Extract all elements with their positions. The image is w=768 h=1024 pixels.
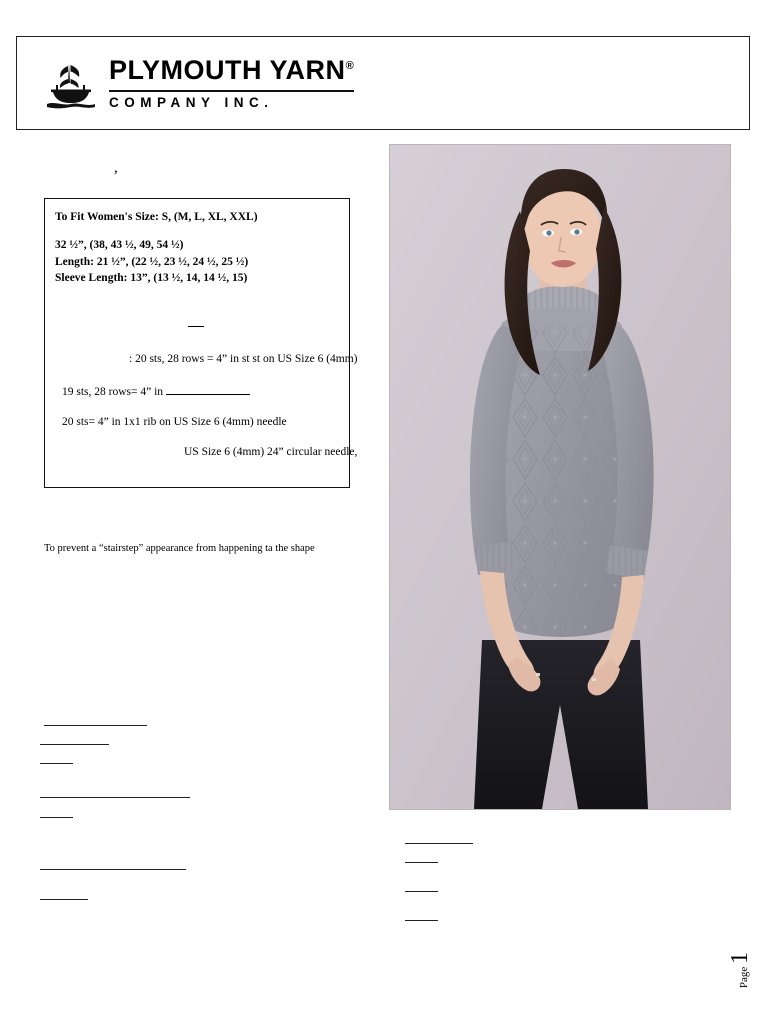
needles-line: US Size 6 (4mm) 24” circular needle, — [184, 446, 358, 458]
sailing-ship-icon — [45, 61, 97, 109]
brand-text-block — [109, 57, 354, 110]
redacted-rule — [40, 899, 88, 900]
stairstep-note: To prevent a “stairstep” appearance from happening ta the shape — [44, 543, 315, 554]
stray-comma-mark: , — [114, 160, 118, 176]
brand-name: PLYMOUTH YARN® — [109, 55, 355, 85]
fit-size-title: To Fit Women's Size: S, (M, L, XL, XXL) — [55, 211, 258, 223]
redacted-rule — [188, 326, 204, 327]
brand-lockup — [45, 57, 354, 110]
size-length-line: Length: 21 ½”, (22 ½, 23 ½, 24 ½, 25 ½) — [55, 255, 249, 268]
gauge-stockinette-line: : 20 sts, 28 rows = 4” in st st on US Size 6 (4mm) — [129, 353, 358, 365]
page-label: Page — [738, 966, 750, 989]
page-number — [727, 952, 754, 988]
redacted-rule — [40, 817, 73, 818]
redacted-rule — [40, 869, 186, 870]
redacted-rule — [405, 843, 473, 844]
redacted-rule — [40, 763, 73, 764]
pattern-info-box — [44, 198, 358, 488]
header-logo-box — [16, 36, 750, 130]
brand-subtitle: COMPANY INC. — [109, 90, 354, 110]
size-sleeve-line: Sleeve Length: 13”, (13 ½, 14, 14 ½, 15) — [55, 272, 248, 285]
size-bust-line: 32 ½”, (38, 43 ½, 49, 54 ½) — [55, 239, 184, 251]
gauge-rib-line: 20 sts= 4” in 1x1 rib on US Size 6 (4mm) needle — [62, 416, 287, 428]
redacted-rule — [40, 744, 109, 745]
redacted-rule — [166, 383, 250, 395]
size-list — [55, 237, 248, 287]
redacted-rule — [405, 862, 438, 863]
page-number-value: 1 — [727, 952, 753, 964]
gauge-pattern-text: 19 sts, 28 rows= 4” in — [62, 386, 166, 398]
redacted-rule — [40, 797, 190, 798]
redacted-rule — [405, 891, 438, 892]
redacted-rule — [405, 920, 438, 921]
model-photo — [390, 145, 730, 809]
registered-mark-icon: ® — [345, 60, 355, 72]
gauge-pattern-line — [62, 383, 250, 401]
redacted-rule — [44, 725, 147, 726]
